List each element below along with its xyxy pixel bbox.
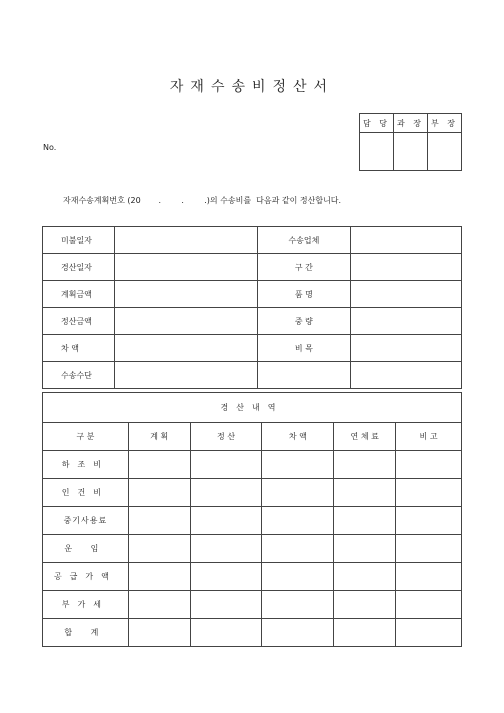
info-value <box>351 281 462 308</box>
table-cell <box>262 479 334 507</box>
approval-sign-dept-head <box>428 133 462 171</box>
info-label: 구 간 <box>257 254 351 281</box>
table-cell <box>396 507 462 535</box>
info-value <box>351 227 462 254</box>
row-label: 인건비 <box>43 479 129 507</box>
approval-sign-section-chief <box>394 133 428 171</box>
table-cell <box>128 507 190 535</box>
table-cell <box>334 591 396 619</box>
info-row <box>43 308 462 335</box>
intro-statement: 자재수송계획번호 (20 . . .)의 수송비를 다음과 같이 정산합니다. <box>63 196 342 205</box>
details-section-title: 경산내역 <box>43 393 462 423</box>
column-header: 연 체 료 <box>334 423 396 451</box>
table-cell <box>262 591 334 619</box>
approval-header-dept-head: 부 장 <box>428 114 462 133</box>
info-label: 경산일자 <box>43 254 115 281</box>
info-table <box>42 226 462 389</box>
table-row <box>43 507 462 535</box>
table-cell <box>334 507 396 535</box>
info-value <box>114 281 257 308</box>
table-cell <box>262 619 334 647</box>
document-title: 자재수송비정산서 <box>169 79 335 95</box>
table-row <box>43 563 462 591</box>
column-header: 차 액 <box>262 423 334 451</box>
info-label: 비 목 <box>257 335 351 362</box>
info-value <box>114 308 257 335</box>
approval-header-staff: 담 당 <box>360 114 394 133</box>
table-row <box>43 479 462 507</box>
table-cell <box>128 563 190 591</box>
table-cell <box>190 619 262 647</box>
table-cell <box>334 451 396 479</box>
row-label: 중기사용료 <box>43 507 129 535</box>
details-header-row <box>43 423 462 451</box>
table-cell <box>334 535 396 563</box>
info-label: 수송업체 <box>257 227 351 254</box>
row-label: 하조비 <box>43 451 129 479</box>
table-cell <box>190 451 262 479</box>
info-label: 차 액 <box>43 335 115 362</box>
approval-box <box>359 113 462 171</box>
table-cell <box>334 479 396 507</box>
info-value <box>114 254 257 281</box>
table-row <box>43 535 462 563</box>
info-label: 품 명 <box>257 281 351 308</box>
row-label: 공급가액 <box>43 563 129 591</box>
table-row <box>43 619 462 647</box>
info-row <box>43 227 462 254</box>
table-cell <box>262 563 334 591</box>
info-value <box>351 254 462 281</box>
table-cell <box>128 591 190 619</box>
info-value <box>351 335 462 362</box>
info-row <box>43 362 462 389</box>
row-label: 합 계 <box>43 619 129 647</box>
row-label: 운 임 <box>43 535 129 563</box>
details-table <box>42 392 462 647</box>
table-cell <box>262 507 334 535</box>
info-row <box>43 254 462 281</box>
info-value <box>351 362 462 389</box>
table-cell <box>262 535 334 563</box>
info-label: 계획금액 <box>43 281 115 308</box>
info-value <box>114 335 257 362</box>
table-cell <box>190 507 262 535</box>
table-cell <box>334 563 396 591</box>
table-cell <box>334 619 396 647</box>
table-cell <box>396 451 462 479</box>
table-cell <box>128 451 190 479</box>
info-value <box>114 362 257 389</box>
info-value <box>351 308 462 335</box>
info-label: 정산금액 <box>43 308 115 335</box>
table-cell <box>190 479 262 507</box>
info-label <box>257 362 351 389</box>
table-cell <box>396 619 462 647</box>
info-label: 미불일자 <box>43 227 115 254</box>
row-label: 부가세 <box>43 591 129 619</box>
table-cell <box>396 591 462 619</box>
info-row <box>43 335 462 362</box>
table-cell <box>190 535 262 563</box>
table-cell <box>190 591 262 619</box>
table-cell <box>396 479 462 507</box>
table-cell <box>128 479 190 507</box>
approval-sign-staff <box>360 133 394 171</box>
info-label: 중 량 <box>257 308 351 335</box>
column-header: 비 고 <box>396 423 462 451</box>
table-cell <box>396 563 462 591</box>
table-cell <box>190 563 262 591</box>
info-row <box>43 281 462 308</box>
table-row <box>43 451 462 479</box>
table-cell <box>396 535 462 563</box>
approval-header-section-chief: 과 장 <box>394 114 428 133</box>
table-row <box>43 591 462 619</box>
column-header: 계 획 <box>128 423 190 451</box>
table-cell <box>262 451 334 479</box>
table-cell <box>128 535 190 563</box>
info-label: 수송수단 <box>43 362 115 389</box>
column-header: 구 분 <box>43 423 129 451</box>
column-header: 정 산 <box>190 423 262 451</box>
info-value <box>114 227 257 254</box>
table-cell <box>128 619 190 647</box>
document-number-label: No. <box>43 143 57 152</box>
